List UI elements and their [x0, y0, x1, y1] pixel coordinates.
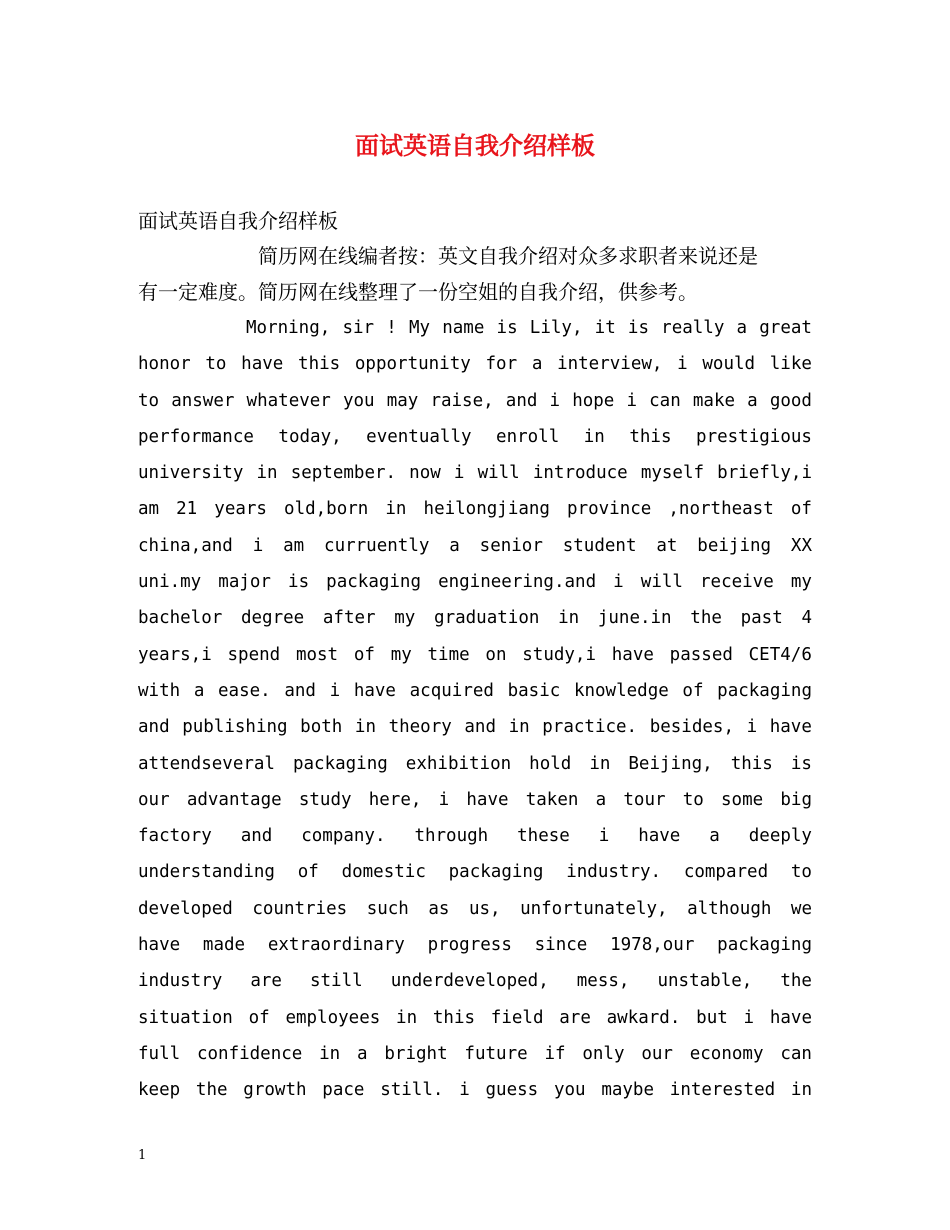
body-word: passed — [669, 644, 733, 665]
body-word: a — [736, 318, 748, 338]
body-line — [138, 963, 812, 999]
body-word: beijing — [697, 535, 772, 556]
body-line — [138, 782, 812, 818]
body-word: besides, — [649, 717, 734, 738]
body-word: industry. — [566, 862, 662, 883]
body-line — [138, 709, 812, 745]
body-word: and — [284, 680, 316, 701]
body-word: Lily, — [529, 318, 583, 338]
body-word: taken — [525, 789, 579, 810]
body-word: study,i — [522, 644, 597, 665]
body-word: have — [769, 1007, 812, 1028]
body-word: factory — [138, 826, 212, 847]
body-line — [138, 891, 812, 927]
body-word: have — [466, 789, 509, 810]
body-word: our — [641, 1043, 673, 1064]
body-word: maybe — [601, 1080, 655, 1101]
body-word: name — [442, 318, 485, 338]
body-word: and — [464, 717, 496, 738]
body-word: and — [138, 717, 170, 738]
body-word: now — [409, 463, 441, 484]
body-word: such — [366, 898, 409, 919]
body-word: introduce — [532, 463, 628, 484]
body-word: understanding — [138, 862, 275, 883]
body-word: would — [702, 354, 756, 375]
body-word: my — [790, 572, 812, 593]
body-line — [138, 1036, 812, 1072]
body-word: answer — [171, 390, 235, 411]
body-word: graduation — [434, 608, 540, 629]
body-word: i — [743, 1007, 755, 1028]
body-word: progress — [427, 935, 512, 956]
body-word: still. — [380, 1080, 444, 1101]
body-word: but — [696, 1007, 728, 1028]
body-word: mess, — [576, 971, 630, 992]
body-word: made — [202, 935, 246, 956]
body-word: this — [298, 354, 341, 375]
body-word: in — [508, 717, 530, 738]
body-word: growth — [243, 1080, 307, 1101]
body-word: a — [193, 680, 205, 701]
body-word: in — [396, 1007, 418, 1028]
body-word: university — [138, 463, 244, 484]
body-word: a — [357, 1043, 368, 1064]
body-word: am — [283, 535, 305, 556]
body-word: i — [329, 680, 341, 701]
body-word: field — [490, 1007, 544, 1028]
body-line — [138, 746, 812, 782]
body-word: to — [790, 862, 812, 883]
document-title: 面试英语自我介绍样板 — [355, 132, 595, 160]
body-line — [138, 673, 812, 709]
body-word: 21 — [176, 499, 198, 520]
body-word: today, — [278, 426, 342, 447]
body-word: have — [353, 680, 396, 701]
english-body — [138, 310, 812, 1109]
body-word: economy — [689, 1043, 764, 1064]
body-word: i — [598, 826, 610, 847]
body-word: to — [682, 789, 704, 810]
body-word: company. — [301, 826, 386, 847]
body-word: CET4/6 — [748, 644, 812, 665]
body-word: prestigious — [696, 426, 812, 447]
body-word: packaging — [717, 680, 812, 701]
body-word: i — [453, 463, 465, 484]
body-word: years — [214, 499, 267, 520]
body-word: in — [583, 426, 605, 447]
body-word: after — [322, 608, 376, 629]
body-word: province — [567, 499, 652, 520]
body-word: is — [288, 572, 310, 593]
body-word: through — [414, 826, 489, 847]
body-word: employees — [285, 1007, 381, 1028]
body-word: myself — [640, 463, 705, 484]
body-word: eventually — [366, 426, 472, 447]
body-word: a — [709, 826, 720, 847]
body-word: honor — [138, 354, 191, 375]
body-word: acquired — [409, 680, 494, 701]
body-word: big — [780, 789, 812, 810]
body-word: still — [309, 971, 363, 992]
body-word: sir — [342, 318, 375, 338]
body-word: unfortunately, — [520, 898, 668, 919]
body-word: years,i — [138, 644, 212, 665]
body-word: deeply — [748, 826, 812, 847]
body-word: in — [319, 1043, 341, 1064]
body-line — [138, 927, 812, 963]
body-word: receive — [700, 572, 774, 593]
body-word: bachelor — [138, 608, 223, 629]
body-word: interested — [669, 1080, 776, 1101]
body-word: and — [240, 826, 273, 847]
body-word: i — [746, 717, 758, 738]
body-word: have — [611, 644, 654, 665]
body-word: june.in — [597, 608, 672, 629]
body-word: curruently — [324, 535, 430, 556]
body-word: in — [589, 753, 611, 774]
body-line — [138, 818, 812, 854]
body-line — [138, 854, 812, 890]
body-word: like — [769, 354, 812, 375]
body-word: degree — [240, 608, 305, 629]
body-word: it — [594, 318, 616, 338]
body-word: i — [549, 390, 561, 411]
body-word: whatever — [246, 390, 331, 411]
body-line — [138, 528, 812, 564]
body-word: keep — [138, 1080, 181, 1101]
body-word: unstable, — [657, 971, 753, 992]
body-word: in — [558, 608, 580, 629]
body-word: make — [692, 390, 736, 411]
body-word: most — [295, 644, 339, 665]
body-word: can — [649, 390, 681, 411]
body-line — [138, 310, 812, 346]
body-word: exhibition — [405, 753, 512, 774]
body-word: can — [780, 1043, 812, 1064]
body-word: awkard. — [606, 1007, 681, 1028]
body-line — [138, 419, 812, 455]
body-word: ,northeast — [668, 499, 774, 520]
document-subtitle: 面试英语自我介绍样板 — [138, 209, 338, 233]
body-word: the — [780, 971, 812, 992]
body-word: you — [342, 390, 375, 411]
body-word: you — [553, 1080, 586, 1101]
body-word: developed — [138, 898, 233, 919]
body-word: have — [638, 826, 681, 847]
body-word: in — [790, 1080, 812, 1101]
body-line — [138, 600, 812, 636]
body-word: domestic — [341, 862, 426, 883]
body-word: these — [517, 826, 570, 847]
body-word: of — [248, 1007, 270, 1028]
body-word: enroll — [496, 426, 560, 447]
body-word: opportunity — [354, 354, 471, 375]
body-word: attendseveral — [138, 753, 275, 774]
body-word: with — [138, 680, 181, 701]
body-word: basic — [507, 680, 561, 701]
body-word: heilongjiang — [423, 499, 550, 520]
body-word: here, — [368, 789, 422, 810]
body-word: good — [769, 390, 812, 411]
body-word: i — [626, 390, 638, 411]
body-word: practice. — [542, 717, 638, 738]
body-word: a — [531, 354, 543, 375]
body-word: full — [138, 1043, 181, 1064]
body-line — [138, 455, 812, 491]
body-word: if — [544, 1043, 566, 1064]
body-word: Beijing, — [628, 753, 713, 774]
body-word: our — [138, 789, 170, 810]
body-word: and — [505, 390, 538, 411]
body-word: packaging — [448, 862, 544, 883]
body-word: in — [256, 463, 278, 484]
body-word: of — [297, 862, 319, 883]
body-word: major — [218, 572, 271, 593]
body-word: to — [138, 390, 160, 411]
body-word: only — [582, 1043, 625, 1064]
body-word: of — [682, 680, 704, 701]
page-number: 1 — [138, 1148, 147, 1163]
body-word: of — [790, 499, 812, 520]
body-word: in — [385, 499, 407, 520]
body-word: is — [496, 318, 518, 338]
body-word: i — [438, 789, 450, 810]
body-word: 4 — [801, 608, 812, 629]
body-word: packaging — [326, 572, 421, 593]
body-line — [138, 564, 812, 600]
body-word: will — [640, 572, 683, 593]
intro-line: 简历网在线编者按：英文自我介绍对众多求职者来说还是 — [258, 244, 758, 268]
body-word: the — [195, 1080, 228, 1101]
body-word: my — [390, 644, 412, 665]
body-word: although — [687, 898, 772, 919]
body-word: on — [485, 644, 507, 665]
body-word: some — [721, 789, 764, 810]
body-word: to — [205, 354, 227, 375]
intro-line: 有一定难度。简历网在线整理了一份空姐的自我介绍，供参考。 — [138, 280, 698, 304]
body-word: raise, — [430, 390, 494, 411]
body-word: senior — [479, 535, 543, 556]
body-word: advantage — [186, 789, 282, 810]
body-word: XX — [790, 535, 812, 556]
body-word: us, — [468, 898, 501, 919]
body-word: student — [562, 535, 637, 556]
body-word: this — [629, 426, 672, 447]
body-word: my — [394, 608, 416, 629]
body-word: this — [730, 753, 773, 774]
body-word: briefly,i — [717, 463, 812, 484]
body-word: we — [790, 898, 812, 919]
body-word: time — [427, 644, 470, 665]
body-word: ! — [386, 318, 397, 338]
body-word: have — [138, 935, 181, 956]
body-word: past — [740, 608, 783, 629]
body-word: is — [790, 753, 812, 774]
body-line — [138, 383, 812, 419]
body-word: confidence — [196, 1043, 303, 1064]
body-line — [138, 1072, 812, 1108]
body-word: a — [595, 789, 607, 810]
body-word: engineering.and — [438, 572, 597, 593]
body-word: packaging — [292, 753, 388, 774]
body-word: have — [769, 717, 812, 738]
body-word: this — [432, 1007, 476, 1028]
body-word: My — [408, 318, 431, 338]
body-line — [138, 1000, 812, 1036]
body-word: Morning, — [246, 318, 331, 338]
body-word: am — [138, 499, 160, 520]
body-word: 1978,our — [610, 935, 695, 956]
body-word: extraordinary — [267, 935, 405, 956]
body-word: theory — [388, 717, 452, 738]
body-word: the — [690, 608, 722, 629]
body-word: interview, — [557, 354, 663, 375]
body-word: in — [354, 717, 376, 738]
body-word: industry — [138, 971, 223, 992]
body-word: guess — [485, 1080, 539, 1101]
body-word: september. — [290, 463, 397, 484]
body-word: as — [428, 898, 450, 919]
body-word: really — [661, 318, 725, 338]
body-word: great — [759, 318, 812, 338]
body-word: is — [627, 318, 649, 338]
body-word: a — [747, 390, 758, 411]
body-word: i — [459, 1080, 470, 1101]
body-word: spend — [227, 644, 281, 665]
body-word: i — [613, 572, 624, 593]
body-word: of — [353, 644, 375, 665]
body-word: are — [250, 971, 282, 992]
body-word: compared — [683, 862, 769, 883]
body-word: i — [677, 354, 688, 375]
body-word: situation — [138, 1007, 233, 1028]
body-word: performance — [138, 426, 254, 447]
body-word: hold — [529, 753, 572, 774]
body-word: countries — [252, 898, 348, 919]
body-word: publishing — [182, 717, 288, 738]
body-word: i — [252, 535, 264, 556]
body-word: since — [534, 935, 588, 956]
body-line — [138, 637, 812, 673]
body-word: future — [464, 1043, 528, 1064]
body-word: have — [241, 354, 284, 375]
body-word: china,and — [138, 535, 233, 556]
body-word: packaging — [717, 935, 812, 956]
body-word: bright — [384, 1043, 448, 1064]
body-word: a — [449, 535, 460, 556]
body-word: pace — [322, 1080, 365, 1101]
body-word: uni.my — [138, 572, 202, 593]
body-line — [138, 346, 812, 382]
body-word: are — [559, 1007, 591, 1028]
body-line — [138, 491, 812, 527]
body-word: both — [300, 717, 343, 738]
body-word: study — [298, 789, 352, 810]
body-word: ease. — [218, 680, 271, 701]
body-word: for — [485, 354, 518, 375]
body-word: old,born — [284, 499, 369, 520]
body-word: underdeveloped, — [390, 971, 549, 992]
body-word: will — [477, 463, 520, 484]
body-word: may — [386, 390, 419, 411]
body-word: tour — [623, 789, 666, 810]
body-word: hope — [572, 390, 615, 411]
body-word: at — [656, 535, 678, 556]
body-word: knowledge — [573, 680, 669, 701]
